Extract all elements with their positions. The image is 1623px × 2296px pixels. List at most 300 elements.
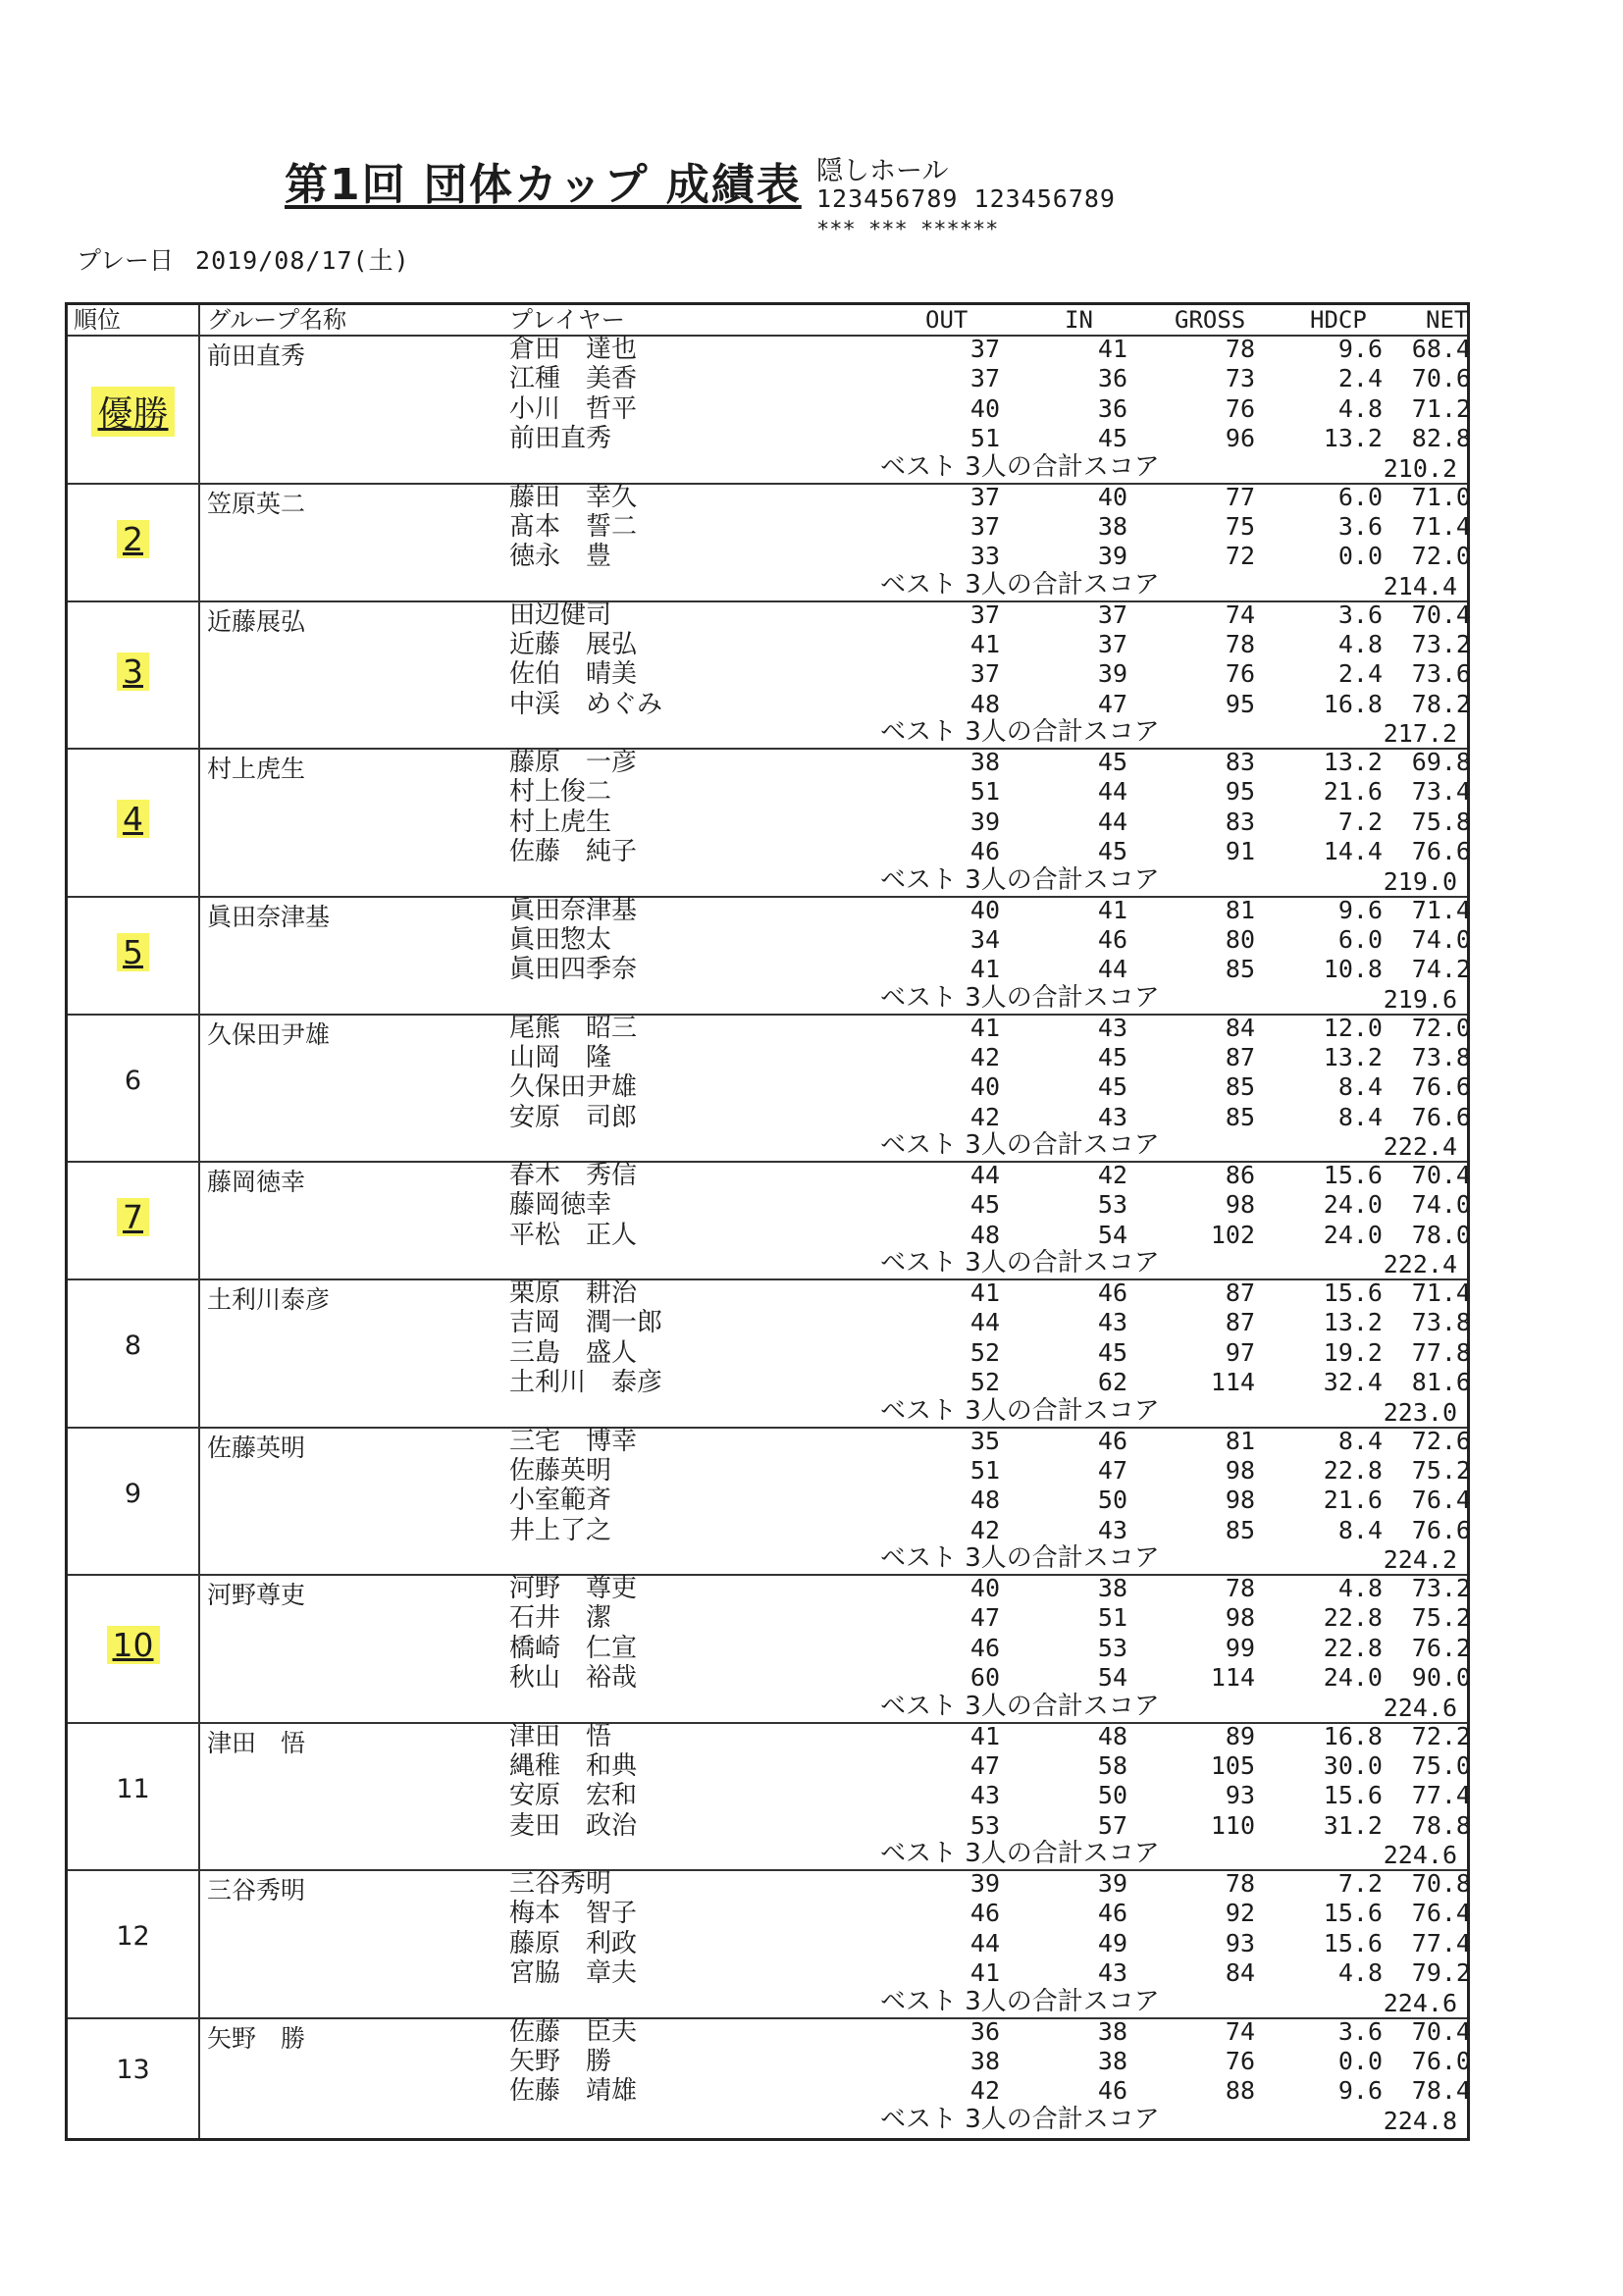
player-net-score: 74.0 [1411,924,1471,954]
player-name: 藤岡徳幸 [509,1190,612,1221]
player-net-score: 72.0 [1411,1013,1471,1042]
best-three-label: ベスト 3人の合計スコア [880,1248,1160,1278]
team-group-name: 土利川泰彦 [207,1285,331,1314]
player-name: 吉岡 潤一郎 [509,1308,663,1338]
player-name: 佐藤 純子 [509,837,638,867]
team-rank-value: 3 [117,652,149,691]
team-rank-value: 5 [117,933,149,971]
player-out-score: 42 [969,1042,1000,1071]
player-net-score: 68.4 [1411,335,1471,363]
team-group [68,1161,1471,1280]
player-handicap: 8.4 [1337,1426,1383,1455]
player-row [68,1603,1471,1634]
player-gross-score: 87 [1225,1308,1255,1337]
player-in-score: 41 [1097,335,1127,363]
player-out-score: 39 [969,1869,1000,1898]
player-handicap: 16.8 [1323,689,1383,718]
player-out-score: 38 [969,2046,1000,2075]
player-in-score: 45 [1097,748,1127,776]
player-net-score: 73.8 [1411,1308,1471,1337]
player-name: 河野 尊吏 [509,1574,638,1603]
player-handicap: 31.2 [1323,1810,1383,1840]
header-hdcp: HDCP [1310,306,1367,334]
player-net-score: 72.6 [1411,1426,1471,1455]
player-handicap: 2.4 [1337,659,1383,689]
best-three-label: ベスト 3人の合計スコア [880,1839,1160,1868]
player-net-score: 78.4 [1411,2076,1471,2106]
player-handicap: 15.6 [1323,1161,1383,1189]
player-in-score: 44 [1097,777,1127,807]
player-out-score: 52 [969,1368,1000,1397]
player-net-score: 78.0 [1411,1220,1471,1249]
page-title: 第1回 団体カップ 成績表 [285,160,802,210]
player-net-score: 76.4 [1411,1486,1471,1515]
player-in-score: 43 [1097,1013,1127,1042]
team-group-name: 村上虎生 [207,755,306,783]
player-in-score: 45 [1097,1042,1127,1071]
play-date [77,241,410,277]
player-name: 徳永 豊 [509,542,612,572]
team-group [68,1869,1471,2019]
player-gross-score: 97 [1225,1337,1255,1367]
player-net-score: 82.8 [1411,424,1471,453]
player-name: 佐伯 晴美 [509,659,638,690]
player-row [68,895,1471,925]
player-name: 春木 秀信 [509,1161,638,1190]
player-row [68,1455,1471,1486]
player-gross-score: 76 [1225,2046,1255,2075]
player-out-score: 42 [969,2076,1000,2106]
player-name: 秋山 裕哉 [509,1663,638,1694]
player-handicap: 13.2 [1323,1042,1383,1071]
player-out-score: 37 [969,482,1000,511]
best-three-total: 217.2 [1383,719,1457,748]
player-gross-score: 98 [1225,1603,1255,1633]
team-group [68,600,1471,751]
player-row [68,1337,1471,1368]
player-net-score: 73.6 [1411,659,1471,689]
team-group-name: 眞田奈津基 [207,902,331,931]
player-out-score: 37 [969,364,1000,393]
team-group-name: 笠原英二 [207,489,306,518]
player-gross-score: 105 [1210,1750,1255,1780]
player-in-score: 53 [1097,1190,1127,1220]
team-rank-value: 12 [116,1921,150,1953]
player-name: 藤原 一彦 [509,748,638,777]
player-gross-score: 93 [1225,1928,1255,1957]
player-in-score: 43 [1097,1308,1127,1337]
player-name: 津田 悟 [509,1721,612,1751]
player-out-score: 48 [969,1220,1000,1249]
best-three-total: 222.4 [1383,1132,1457,1161]
team-rank-value: 10 [107,1626,160,1664]
best-three-label: ベスト 3人の合計スコア [880,1395,1160,1426]
player-row [68,1958,1471,1989]
player-name: 栗原 耕治 [509,1278,638,1308]
player-net-score: 72.2 [1411,1721,1471,1750]
player-out-score: 48 [969,689,1000,718]
player-name: 矢野 勝 [509,2046,612,2076]
player-name: 田辺健司 [509,600,612,630]
player-in-score: 47 [1097,689,1127,718]
player-out-score: 33 [969,542,1000,571]
player-in-score: 38 [1097,1574,1127,1602]
player-net-score: 73.4 [1411,777,1471,807]
team-rank-value: 7 [117,1198,149,1236]
player-in-score: 39 [1097,1869,1127,1898]
player-in-score: 40 [1097,482,1127,511]
player-out-score: 48 [969,1486,1000,1515]
player-row [68,1899,1471,1929]
player-in-score: 43 [1097,1958,1127,1988]
player-name: 倉田 達也 [509,335,638,364]
player-row [68,2076,1471,2107]
player-handicap: 16.8 [1323,1721,1383,1750]
team-rank-value: 13 [116,2054,150,2085]
player-handicap: 15.6 [1323,1278,1383,1307]
player-handicap: 4.8 [1337,629,1383,658]
player-row [68,2046,1471,2076]
team-rank-value: 11 [116,1773,150,1804]
player-name: 村上俊二 [509,777,612,808]
player-gross-score: 81 [1225,895,1255,924]
player-in-score: 43 [1097,1102,1127,1131]
player-row [68,600,1471,630]
best-three-total: 224.6 [1383,1988,1457,2017]
player-net-score: 71.4 [1411,895,1471,924]
player-handicap: 10.8 [1323,955,1383,984]
player-row [68,1663,1471,1694]
player-row [68,1102,1471,1132]
player-out-score: 42 [969,1515,1000,1544]
player-name: 麦田 政治 [509,1810,638,1841]
player-name: 中渓 めぐみ [509,689,663,719]
player-name: 三島 盛人 [509,1337,638,1368]
player-in-score: 46 [1097,924,1127,954]
player-gross-score: 76 [1225,393,1255,423]
player-name: 村上虎生 [509,807,612,837]
player-gross-score: 81 [1225,1426,1255,1455]
player-name: 眞田奈津基 [509,895,638,925]
player-handicap: 7.2 [1337,1869,1383,1898]
player-row [68,955,1471,985]
player-row [68,1869,1471,1899]
player-handicap: 14.4 [1323,837,1383,866]
player-handicap: 21.6 [1323,1486,1383,1515]
player-gross-score: 89 [1225,1721,1255,1750]
team-group-name: 河野尊吏 [207,1581,306,1609]
player-out-score: 52 [969,1337,1000,1367]
player-out-score: 41 [969,955,1000,984]
team-group [68,335,1471,485]
player-gross-score: 84 [1225,1958,1255,1988]
player-in-score: 46 [1097,1278,1127,1307]
player-handicap: 13.2 [1323,424,1383,453]
player-net-score: 76.4 [1411,1899,1471,1928]
player-in-score: 45 [1097,837,1127,866]
team-group [68,482,1471,602]
player-out-score: 46 [969,1633,1000,1662]
player-net-score: 71.4 [1411,1278,1471,1307]
player-gross-score: 73 [1225,364,1255,393]
player-name: 藤原 利政 [509,1928,638,1958]
player-net-score: 76.6 [1411,1102,1471,1131]
header-player: プレイヤー [509,306,625,334]
best-three-total: 224.6 [1383,1693,1457,1722]
player-name: 眞田惣太 [509,924,612,955]
team-group-name: 近藤展弘 [207,606,306,636]
player-out-score: 44 [969,1928,1000,1957]
player-net-score: 74.2 [1411,955,1471,984]
player-net-score: 76.6 [1411,837,1471,866]
play-date-value: 2019/08/17(土) [195,246,410,275]
team-group [68,1013,1471,1164]
player-name: 佐藤英明 [509,1455,612,1486]
player-in-score: 37 [1097,629,1127,658]
header-gross: GROSS [1175,306,1246,334]
team-rank-value: 6 [124,1065,142,1096]
player-in-score: 57 [1097,1810,1127,1840]
player-in-score: 39 [1097,659,1127,689]
player-out-score: 35 [969,1426,1000,1455]
player-net-score: 71.4 [1411,511,1471,541]
player-handicap: 6.0 [1337,924,1383,954]
player-out-score: 40 [969,393,1000,423]
player-out-score: 40 [969,895,1000,924]
best-three-label: ベスト 3人の合計スコア [880,569,1160,600]
player-handicap: 24.0 [1323,1663,1383,1693]
player-out-score: 47 [969,1603,1000,1633]
player-gross-score: 91 [1225,837,1255,866]
player-out-score: 60 [969,1663,1000,1693]
player-handicap: 30.0 [1323,1750,1383,1780]
player-out-score: 43 [969,1781,1000,1810]
player-in-score: 47 [1097,1455,1127,1485]
player-row [68,837,1471,867]
hidden-hole-marks: *** *** ****** [816,218,999,242]
player-handicap: 4.8 [1337,1958,1383,1988]
player-gross-score: 87 [1225,1042,1255,1071]
player-gross-score: 110 [1210,1810,1255,1840]
player-gross-score: 95 [1225,689,1255,718]
team-group-name: 久保田尹雄 [207,1019,331,1049]
player-out-score: 37 [969,335,1000,363]
player-net-score: 75.2 [1411,1455,1471,1485]
player-gross-score: 114 [1210,1663,1255,1693]
player-row [68,424,1471,454]
player-row [68,1486,1471,1516]
best-three-label: ベスト 3人の合計スコア [880,982,1160,1013]
player-out-score: 38 [969,748,1000,776]
team-rank-value: 2 [117,520,149,558]
player-net-score: 73.8 [1411,1042,1471,1071]
player-in-score: 45 [1097,1337,1127,1367]
player-in-score: 46 [1097,1899,1127,1928]
best-three-total: 224.6 [1383,1841,1457,1869]
best-three-label: ベスト 3人の合計スコア [880,1543,1160,1573]
player-handicap: 2.4 [1337,364,1383,393]
player-in-score: 58 [1097,1750,1127,1780]
player-row [68,335,1471,364]
player-net-score: 72.0 [1411,542,1471,571]
player-in-score: 49 [1097,1928,1127,1957]
player-net-score: 75.8 [1411,807,1471,836]
player-row [68,1928,1471,1958]
player-net-score: 71.2 [1411,393,1471,423]
best-three-label: ベスト 3人の合計スコア [880,1130,1160,1160]
team-group [68,748,1471,898]
player-gross-score: 78 [1225,1869,1255,1898]
header-rank: 順位 [74,306,121,334]
player-in-score: 53 [1097,1633,1127,1662]
play-date-label: プレー日 [77,246,175,275]
team-rank-value: 8 [124,1331,142,1362]
player-row [68,1810,1471,1841]
player-net-score: 78.2 [1411,689,1471,718]
best-three-label: ベスト 3人の合計スコア [880,1691,1160,1721]
player-handicap: 6.0 [1337,482,1383,511]
best-three-label: ベスト 3人の合計スコア [880,451,1160,482]
player-in-score: 45 [1097,424,1127,453]
best-three-total: 214.4 [1383,571,1457,600]
player-row [68,1161,1471,1190]
player-out-score: 51 [969,424,1000,453]
player-handicap: 4.8 [1337,1574,1383,1602]
player-handicap: 19.2 [1323,1337,1383,1367]
player-name: 安原 宏和 [509,1781,638,1811]
player-net-score: 76.6 [1411,1515,1471,1544]
player-row [68,511,1471,542]
player-row [68,1633,1471,1663]
player-out-score: 37 [969,600,1000,629]
team-group [68,1278,1471,1429]
player-gross-score: 85 [1225,1072,1255,1102]
player-name: 宮脇 章夫 [509,1958,638,1989]
player-net-score: 76.0 [1411,2046,1471,2075]
player-row [68,1220,1471,1250]
player-gross-score: 80 [1225,924,1255,954]
player-row [68,777,1471,808]
player-out-score: 42 [969,1102,1000,1131]
player-row [68,1781,1471,1811]
results-table [65,302,1470,2141]
player-name: 橋崎 仁宣 [509,1633,638,1663]
player-row [68,1750,1471,1781]
player-name: 近藤 展弘 [509,629,638,659]
player-row [68,482,1471,512]
player-net-score: 90.0 [1411,1663,1471,1693]
player-gross-score: 102 [1210,1220,1255,1249]
best-three-total: 219.6 [1383,984,1457,1014]
player-name: 髙本 誓二 [509,511,638,542]
best-three-label: ベスト 3人の合計スコア [880,2104,1160,2134]
player-handicap: 3.6 [1337,511,1383,541]
player-out-score: 41 [969,1278,1000,1307]
player-out-score: 46 [969,1899,1000,1928]
player-row [68,689,1471,719]
player-gross-score: 78 [1225,1574,1255,1602]
player-in-score: 62 [1097,1368,1127,1397]
player-handicap: 3.6 [1337,600,1383,629]
team-rank-value: 優勝 [91,387,174,437]
player-gross-score: 114 [1210,1368,1255,1397]
player-handicap: 24.0 [1323,1190,1383,1220]
player-net-score: 71.0 [1411,482,1471,511]
header-group: グループ名称 [207,306,347,334]
player-name: 井上了之 [509,1515,612,1545]
team-group [68,1721,1471,1872]
player-gross-score: 78 [1225,335,1255,363]
player-row [68,807,1471,837]
player-name: 山岡 隆 [509,1042,612,1072]
player-out-score: 41 [969,1013,1000,1042]
player-in-score: 54 [1097,1663,1127,1693]
hidden-hole-numbers: 123456789 123456789 [816,184,1116,213]
player-out-score: 51 [969,777,1000,807]
player-row [68,748,1471,777]
player-row [68,1042,1471,1072]
player-in-score: 48 [1097,1721,1127,1750]
player-gross-score: 99 [1225,1633,1255,1662]
team-group [68,895,1471,1016]
team-group-name: 前田直秀 [207,341,306,370]
header-net: NET [1426,306,1469,334]
player-net-score: 81.6 [1411,1368,1471,1397]
player-handicap: 32.4 [1323,1368,1383,1397]
player-handicap: 22.8 [1323,1455,1383,1485]
player-in-score: 44 [1097,955,1127,984]
player-gross-score: 86 [1225,1161,1255,1189]
header-out: OUT [925,306,969,334]
player-in-score: 44 [1097,807,1127,836]
player-gross-score: 83 [1225,807,1255,836]
player-in-score: 38 [1097,511,1127,541]
player-gross-score: 74 [1225,2016,1255,2046]
best-three-label: ベスト 3人の合計スコア [880,717,1160,747]
player-in-score: 37 [1097,600,1127,629]
player-net-score: 70.4 [1411,600,1471,629]
player-in-score: 46 [1097,2076,1127,2106]
player-out-score: 51 [969,1455,1000,1485]
player-gross-score: 92 [1225,1899,1255,1928]
player-out-score: 40 [969,1574,1000,1602]
player-net-score: 74.0 [1411,1190,1471,1220]
best-three-total: 210.2 [1383,453,1457,483]
player-name: 佐藤 靖雄 [509,2076,638,2107]
player-gross-score: 76 [1225,659,1255,689]
best-three-total: 224.2 [1383,1545,1457,1574]
player-handicap: 7.2 [1337,807,1383,836]
player-gross-score: 95 [1225,777,1255,807]
player-out-score: 46 [969,837,1000,866]
player-row [68,542,1471,572]
player-gross-score: 98 [1225,1486,1255,1515]
team-group-name: 藤岡徳幸 [207,1168,306,1196]
player-gross-score: 72 [1225,542,1255,571]
table-header [68,305,1467,337]
player-net-score: 77.8 [1411,1337,1471,1367]
player-gross-score: 85 [1225,955,1255,984]
player-out-score: 44 [969,1308,1000,1337]
player-gross-score: 83 [1225,748,1255,776]
player-gross-score: 98 [1225,1190,1255,1220]
player-in-score: 36 [1097,364,1127,393]
player-in-score: 51 [1097,1603,1127,1633]
player-name: 久保田尹雄 [509,1072,638,1103]
player-in-score: 45 [1097,1072,1127,1102]
player-handicap: 8.4 [1337,1515,1383,1544]
best-three-total: 224.8 [1383,2106,1457,2135]
